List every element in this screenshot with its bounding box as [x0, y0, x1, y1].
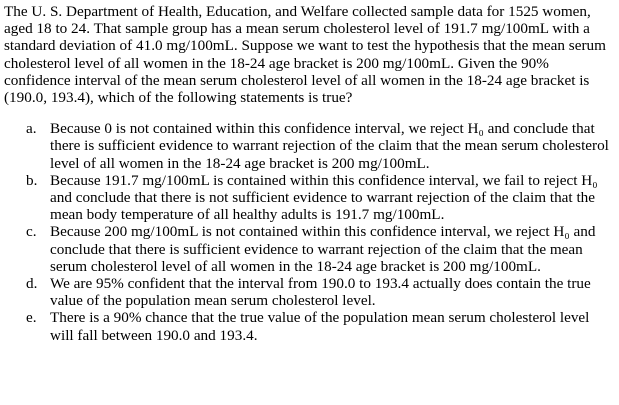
option-letter: a. — [26, 120, 37, 138]
answer-option-b — [4, 172, 615, 224]
answer-option-e — [4, 309, 615, 343]
option-text: We are 95% confident that the interval from 190.0 to 193.4 actually does contain the true value of the population mean serum cholesterol level. — [50, 275, 591, 310]
answer-option-d — [4, 275, 615, 309]
answer-option-c — [4, 223, 615, 275]
option-text: There is a 90% chance that the true value of the population mean serum cholesterol level will fall between 190.0 and 193.4. — [50, 309, 590, 344]
option-text: Because 0 is not contained within this confidence interval, we reject H₀ and conclude that there is sufficient evidence to warrant rejection of the claim that the mean serum cholesterol level of all women in the 18-24 age bracket is 200 mg/100mL. — [50, 120, 609, 172]
question-text: The U. S. Department of Health, Education, and Welfare collected sample data for 1525 women, aged 18 to 24. That sample group has a mean serum cholesterol level of 191.7 mg/100mL with a standard deviation of 41.0 mg/100mL. Suppose we want to test the hypothesis that the mean serum cholesterol level of all women in the 18-24 age bracket is 200 mg/100mL. Given the 90% confidence interval of the mean serum cholesterol level of all women in the 18-24 age bracket is (190.0, 193.4), which of the following statements is true? — [4, 3, 606, 107]
option-text: Because 200 mg/100mL is not contained within this confidence interval, we reject H₀ and conclude that there is sufficient evidence to warrant rejection of the claim that the mean serum cholesterol level of all women in the 18-24 age bracket is 200 mg/100mL. — [50, 223, 596, 275]
option-letter: d. — [26, 275, 38, 293]
answer-options-list — [4, 120, 615, 344]
option-text: Because 191.7 mg/100mL is contained within this confidence interval, we fail to reject H₀ and conclude that there is not sufficient evidence to warrant rejection of the claim that the mean body temperature of all healthy adults is 191.7 mg/100mL. — [50, 171, 598, 224]
option-letter: e. — [26, 309, 37, 327]
option-letter: c. — [26, 223, 37, 241]
answer-option-a — [4, 120, 615, 172]
option-letter: b. — [26, 171, 38, 189]
